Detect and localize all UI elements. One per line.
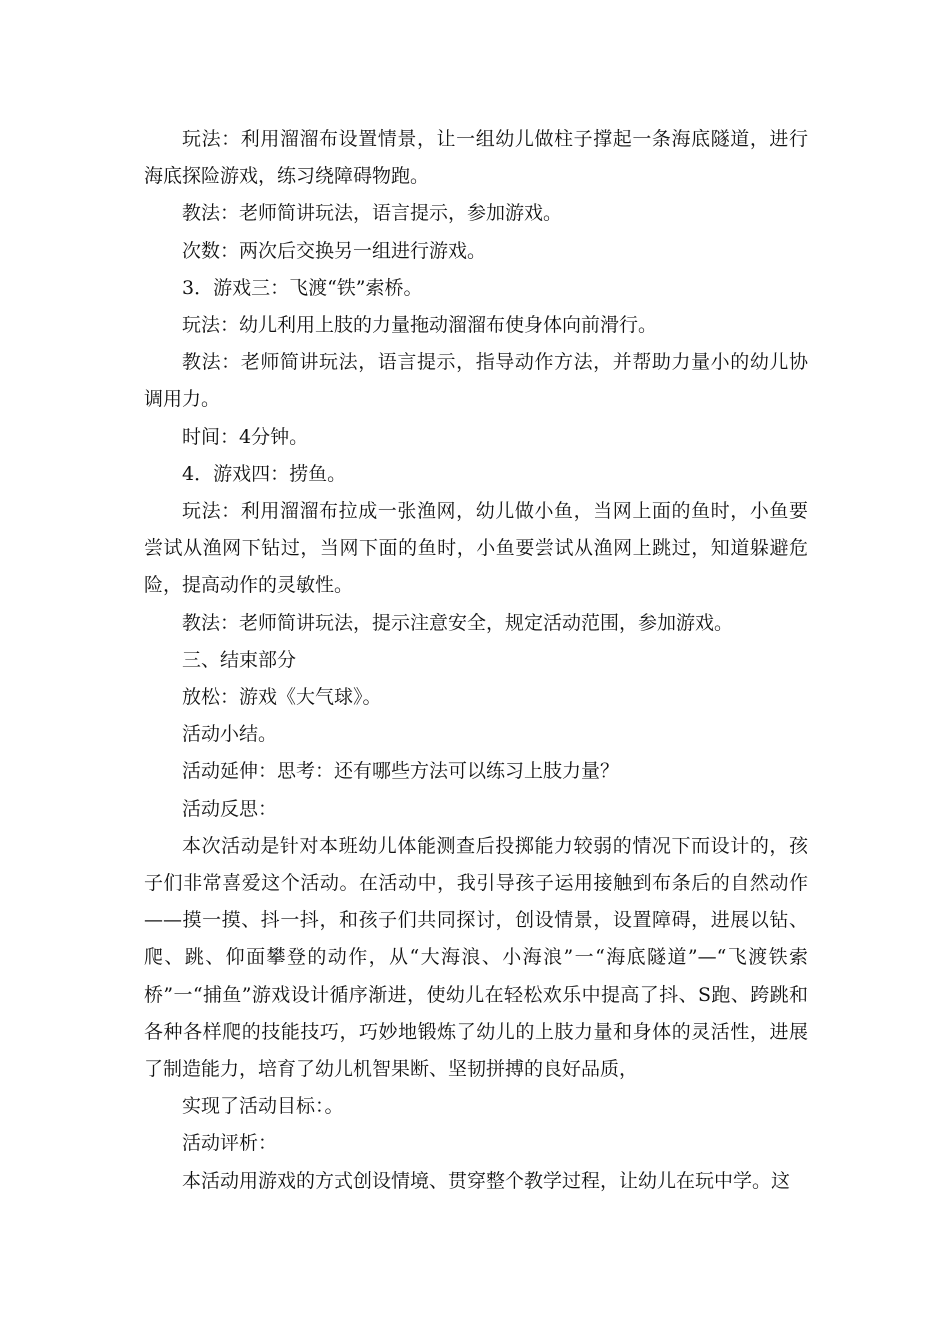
paragraph: 3．游戏三：飞渡“铁”索桥。 xyxy=(182,276,423,299)
paragraph: 教法：老师简讲玩法，语言提示，参加游戏。 xyxy=(182,202,563,225)
paragraph: 4．游戏四：捞鱼。 xyxy=(182,462,347,485)
section-heading: 三、结束部分 xyxy=(182,648,297,671)
paragraph: 次数：两次后交换另一组进行游戏。 xyxy=(182,239,487,262)
paragraph: 活动反思： xyxy=(182,797,278,820)
paragraph: 教法：老师简讲玩法，提示注意安全，规定活动范围，参加游戏。 xyxy=(182,611,734,634)
paragraph: 放松：游戏《大气球》。 xyxy=(182,686,382,709)
document-body xyxy=(144,121,808,1200)
paragraph: 玩法：利用溜溜布拉成一张渔网，幼儿做小鱼，当网上面的鱼时，小鱼要尝试从渔网下钻过，当网下面的鱼时，小鱼要尝试从渔网上跳过，知道躲避危险，提高动作的灵敏性。 xyxy=(144,500,808,597)
paragraph: 玩法：利用溜溜布设置情景，让一组幼儿做柱子撑起一条海底隧道，进行海底探险游戏，练习绕障碍物跑。 xyxy=(144,128,808,188)
paragraph: 活动评析： xyxy=(182,1132,278,1155)
paragraph: 玩法：幼儿利用上肢的力量拖动溜溜布使身体向前滑行。 xyxy=(182,314,658,337)
paragraph: 活动小结。 xyxy=(182,723,278,746)
paragraph: 时间：4分钟。 xyxy=(182,425,309,448)
paragraph: 实现了活动目标：。 xyxy=(182,1095,344,1118)
paragraph: 活动延伸：思考：还有哪些方法可以练习上肢力量？ xyxy=(182,760,620,783)
paragraph: 教法：老师简讲玩法，语言提示，指导动作方法，并帮助力量小的幼儿协调用力。 xyxy=(144,351,808,411)
paragraph: 本次活动是针对本班幼儿体能测查后投掷能力较弱的情况下而设计的，孩子们非常喜爱这个活动。在活动中，我引导孩子运用接触到布条后的自然动作——摸一摸、抖一抖，和孩子们共同探讨，创设情景，设置障碍，进展以钻、爬、跳、仰面攀登的动作，从“大海浪、小海浪”一“海底隧道”—“飞渡铁索桥”一“捕鱼”游戏设计循序渐进，使幼儿在轻松欢乐中提高了抖、S跑、跨跳和各种各样爬的技能技巧，巧妙地锻炼了幼儿的上肢力量和身体的灵活性，进展了制造能力，培育了幼儿机智果断、坚韧拼搏的良好品质， xyxy=(144,834,808,1081)
paragraph: 本活动用游戏的方式创设情境、贯穿整个教学过程，让幼儿在玩中学。这 xyxy=(182,1169,791,1192)
